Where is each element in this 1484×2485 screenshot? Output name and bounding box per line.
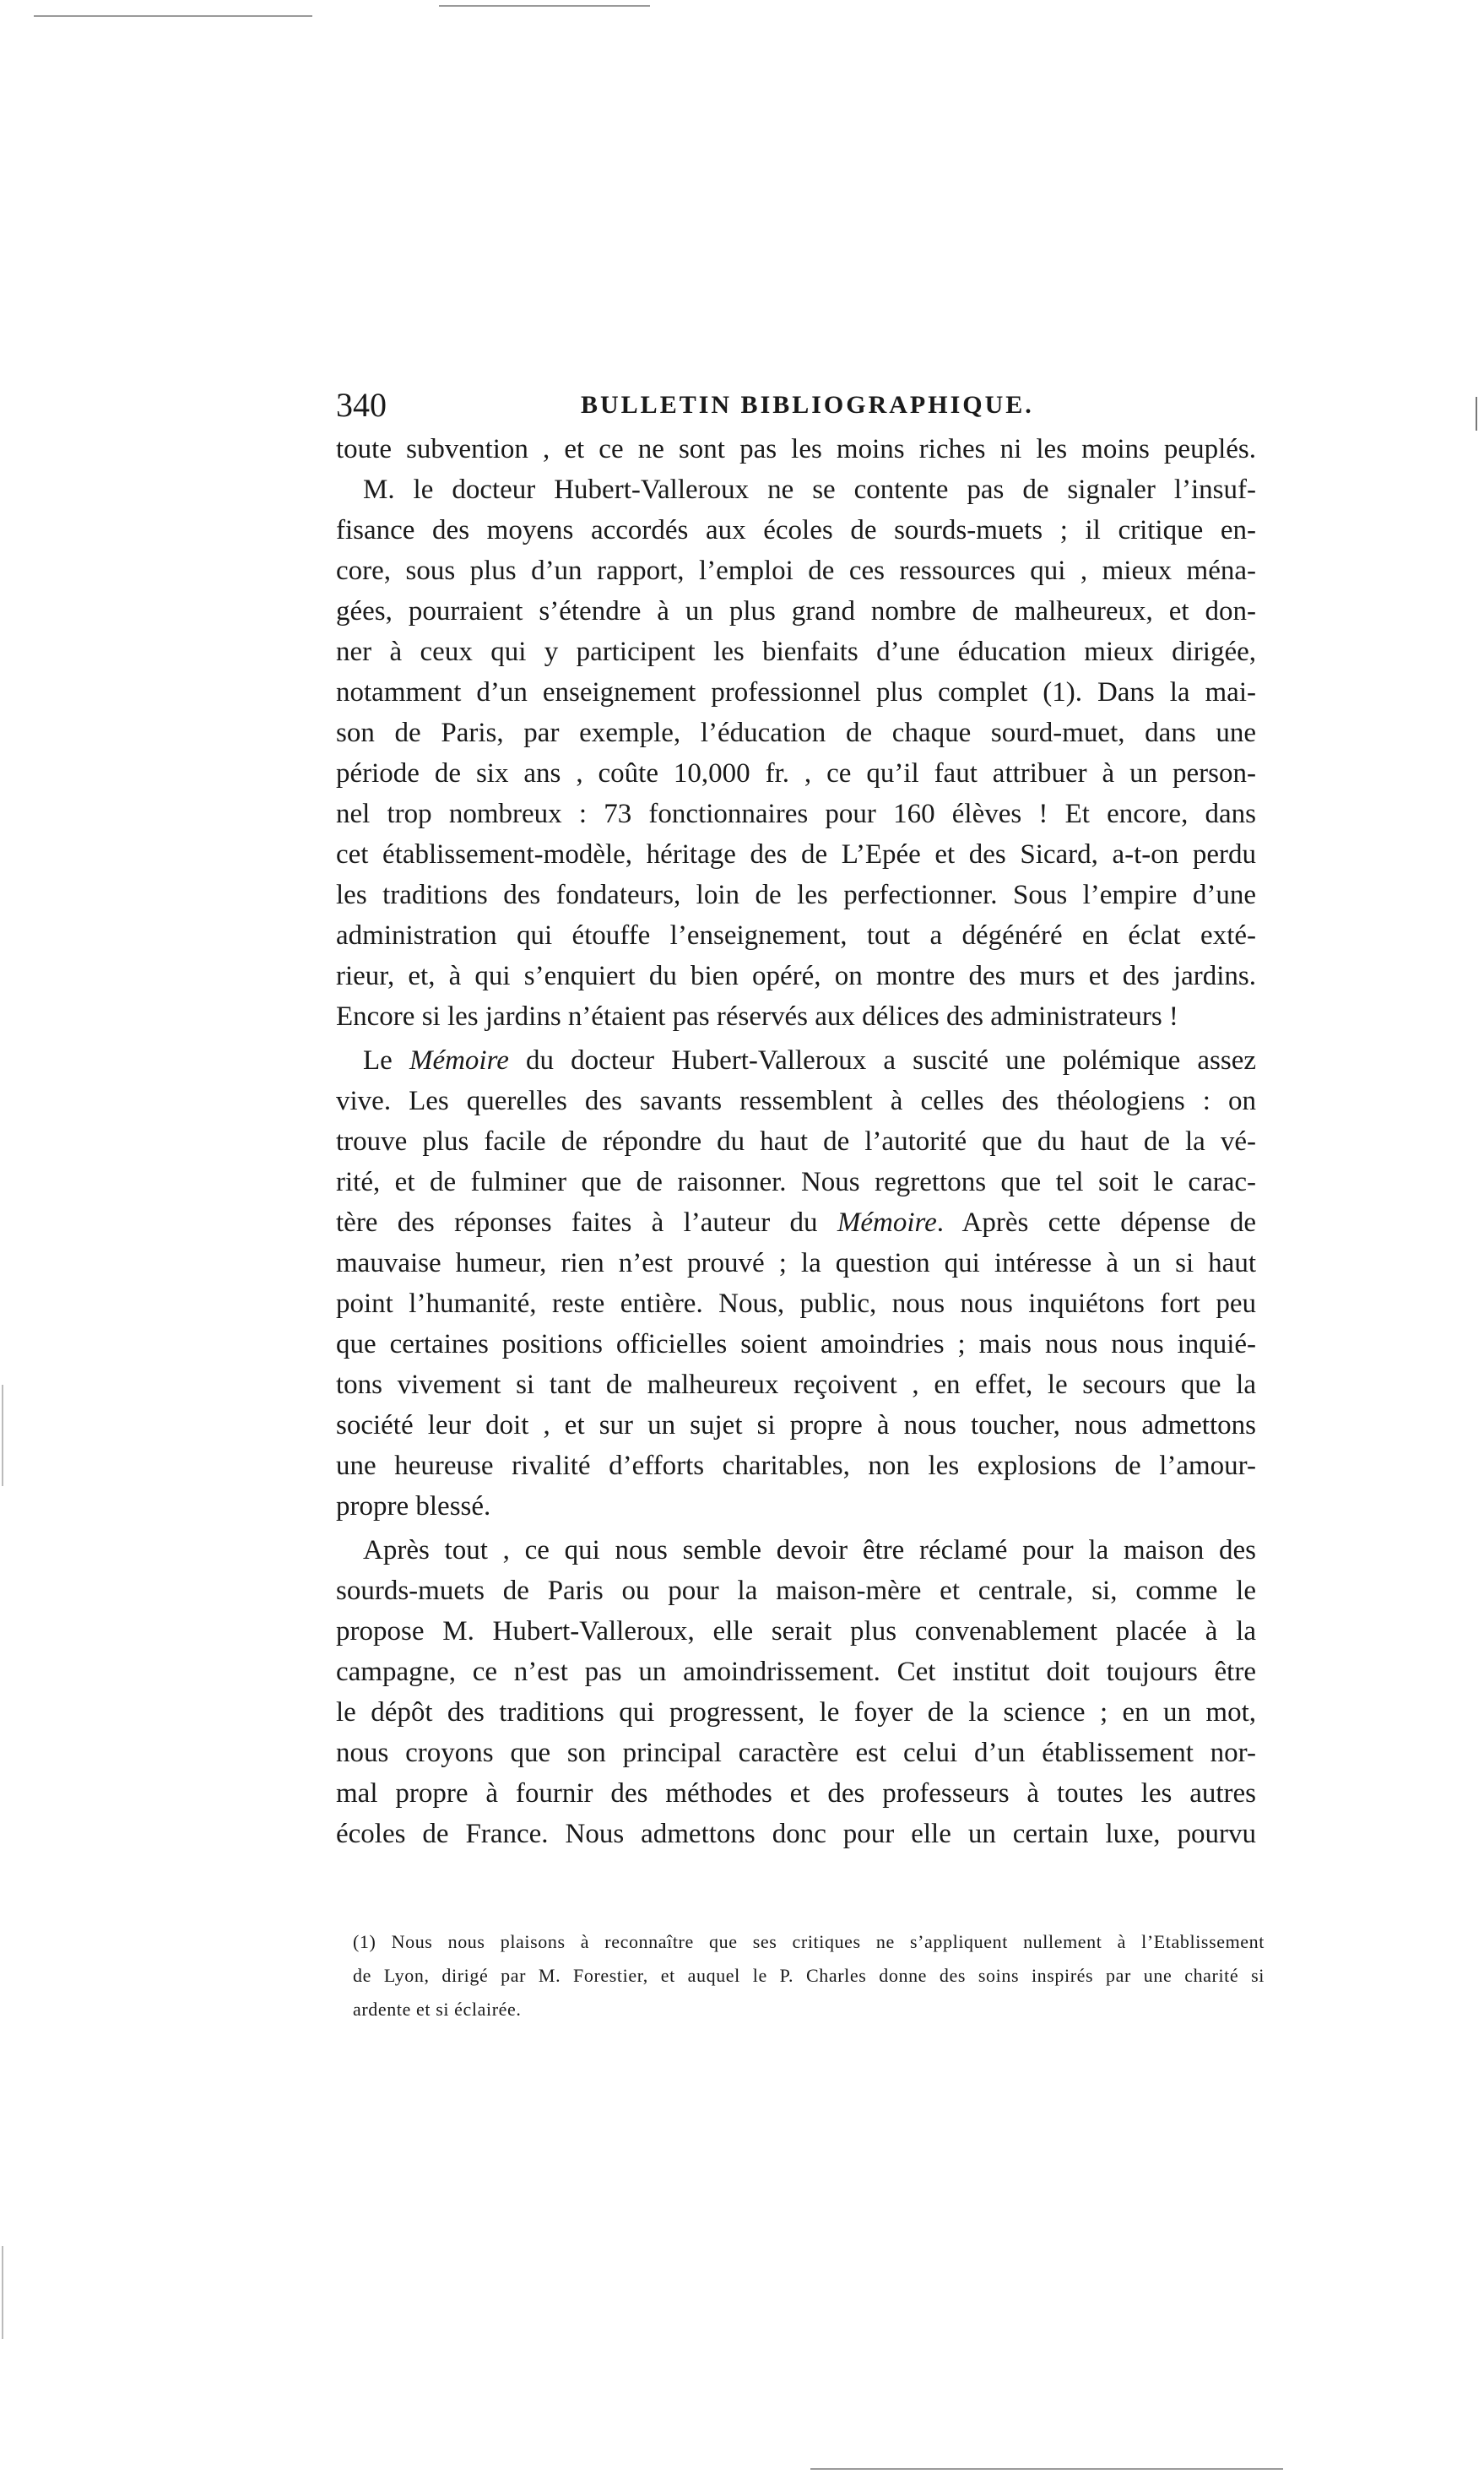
text-line: Le Mémoire du docteur Hubert-Valleroux a suscité une polémique assez: [363, 1045, 1257, 1076]
right-margin-mark: [1476, 397, 1477, 431]
text-line: toute subvention , et ce ne sont pas les moins riches ni les moins peuplés.: [336, 434, 1256, 464]
left-margin-mark: [2, 1385, 3, 1486]
text-line: société leur doit , et sur un sujet si propre à nous toucher, nous admettons: [336, 1410, 1256, 1441]
left-margin-mark-lower: [2, 2246, 3, 2339]
text-line: tons vivement si tant de malheureux reçoivent , en effet, le secours que la: [336, 1370, 1256, 1400]
text-line: propre blessé.: [336, 1491, 491, 1522]
text-line: gées, pourraient s’étendre à un plus grand nombre de malheureux, et don-: [336, 596, 1256, 627]
text-line: trouve plus facile de répondre du haut de l’autorité que du haut de la vé-: [336, 1126, 1256, 1157]
text-line: ner à ceux qui y participent les bienfaits d’une éducation mieux dirigée,: [336, 637, 1256, 667]
text-line: M. le docteur Hubert-Valleroux ne se contente pas de signaler l’insuf-: [363, 475, 1256, 505]
text-line: une heureuse rivalité d’efforts charitables, non les explosions de l’amour-: [336, 1451, 1256, 1481]
text-line: son de Paris, par exemple, l’éducation de chaque sourd-muet, dans une: [336, 718, 1256, 748]
text-line: point l’humanité, reste entière. Nous, public, nous nous inquiétons fort peu: [336, 1289, 1256, 1319]
text-line: nous croyons que son principal caractère est celui d’un établissement nor-: [336, 1738, 1256, 1768]
text-line: Encore si les jardins n’étaient pas réservés aux délices des administrateurs !: [336, 1001, 1178, 1032]
text-line: tère des réponses faites à l’auteur du Mémoire. Après cette dépense de: [336, 1207, 1256, 1238]
scan-artifact-top-right: [439, 5, 650, 7]
footnote-line: ardente et si éclairée.: [353, 1999, 522, 2020]
text-line: période de six ans , coûte 10,000 fr. , ce qu’il faut attribuer à un person-: [336, 758, 1256, 789]
scan-artifact-bottom: [810, 2468, 1283, 2470]
text-line: vive. Les querelles des savants ressemblent à celles des théologiens : on: [336, 1086, 1256, 1116]
footnote-line: de Lyon, dirigé par M. Forestier, et auquel le P. Charles donne des soins inspirés par une charité si: [353, 1965, 1265, 1986]
text-line: nel trop nombreux : 73 fonctionnaires pour 160 élèves ! Et encore, dans: [336, 799, 1256, 829]
text-line: mal propre à fournir des méthodes et des professeurs à toutes les autres: [336, 1778, 1256, 1809]
text-line: cet établissement-modèle, héritage des de L’Epée et des Sicard, a-t-on perdu: [336, 839, 1256, 870]
text-line: le dépôt des traditions qui progressent, le foyer de la science ; en un mot,: [336, 1697, 1256, 1728]
page-header: [336, 380, 1256, 431]
text-line: administration qui étouffe l’enseignement, tout a dégénéré en éclat exté-: [336, 920, 1256, 951]
running-title: BULLETIN BIBLIOGRAPHIQUE.: [581, 391, 1034, 419]
text-line: notamment d’un enseignement professionnel plus complet (1). Dans la mai-: [336, 677, 1256, 708]
text-line: que certaines positions officielles soient amoindries ; mais nous nous inquié-: [336, 1329, 1256, 1359]
page-number: 340: [336, 386, 387, 424]
text-line: Après tout , ce qui nous semble devoir être réclamé pour la maison des: [363, 1535, 1256, 1565]
footnote: [353, 1925, 1265, 2027]
text-line: rieur, et, à qui s’enquiert du bien opéré, on montre des murs et des jardins.: [336, 961, 1256, 991]
footnote-line: (1) Nous nous plaisons à reconnaître que ses critiques ne s’appliquent nullement à l’Etablissement: [353, 1931, 1265, 1952]
text-line: campagne, ce n’est pas un amoindrissement. Cet institut doit toujours être: [336, 1657, 1256, 1687]
scan-artifact-top: [34, 15, 312, 17]
text-line: core, sous plus d’un rapport, l’emploi de ces ressources qui , mieux ména-: [336, 556, 1256, 586]
body-text: [336, 429, 1256, 1854]
text-line: propose M. Hubert-Valleroux, elle serait plus convenablement placée à la: [336, 1616, 1256, 1647]
text-line: rité, et de fulminer que de raisonner. Nous regrettons que tel soit le carac-: [336, 1167, 1256, 1197]
text-line: sourds-muets de Paris ou pour la maison-mère et centrale, si, comme le: [336, 1576, 1256, 1606]
text-line: mauvaise humeur, rien n’est prouvé ; la question qui intéresse à un si haut: [336, 1248, 1256, 1278]
text-line: fisance des moyens accordés aux écoles de sourds-muets ; il critique en-: [336, 515, 1256, 545]
text-line: écoles de France. Nous admettons donc pour elle un certain luxe, pourvu: [336, 1819, 1256, 1849]
text-line: les traditions des fondateurs, loin de les perfectionner. Sous l’empire d’une: [336, 880, 1256, 910]
